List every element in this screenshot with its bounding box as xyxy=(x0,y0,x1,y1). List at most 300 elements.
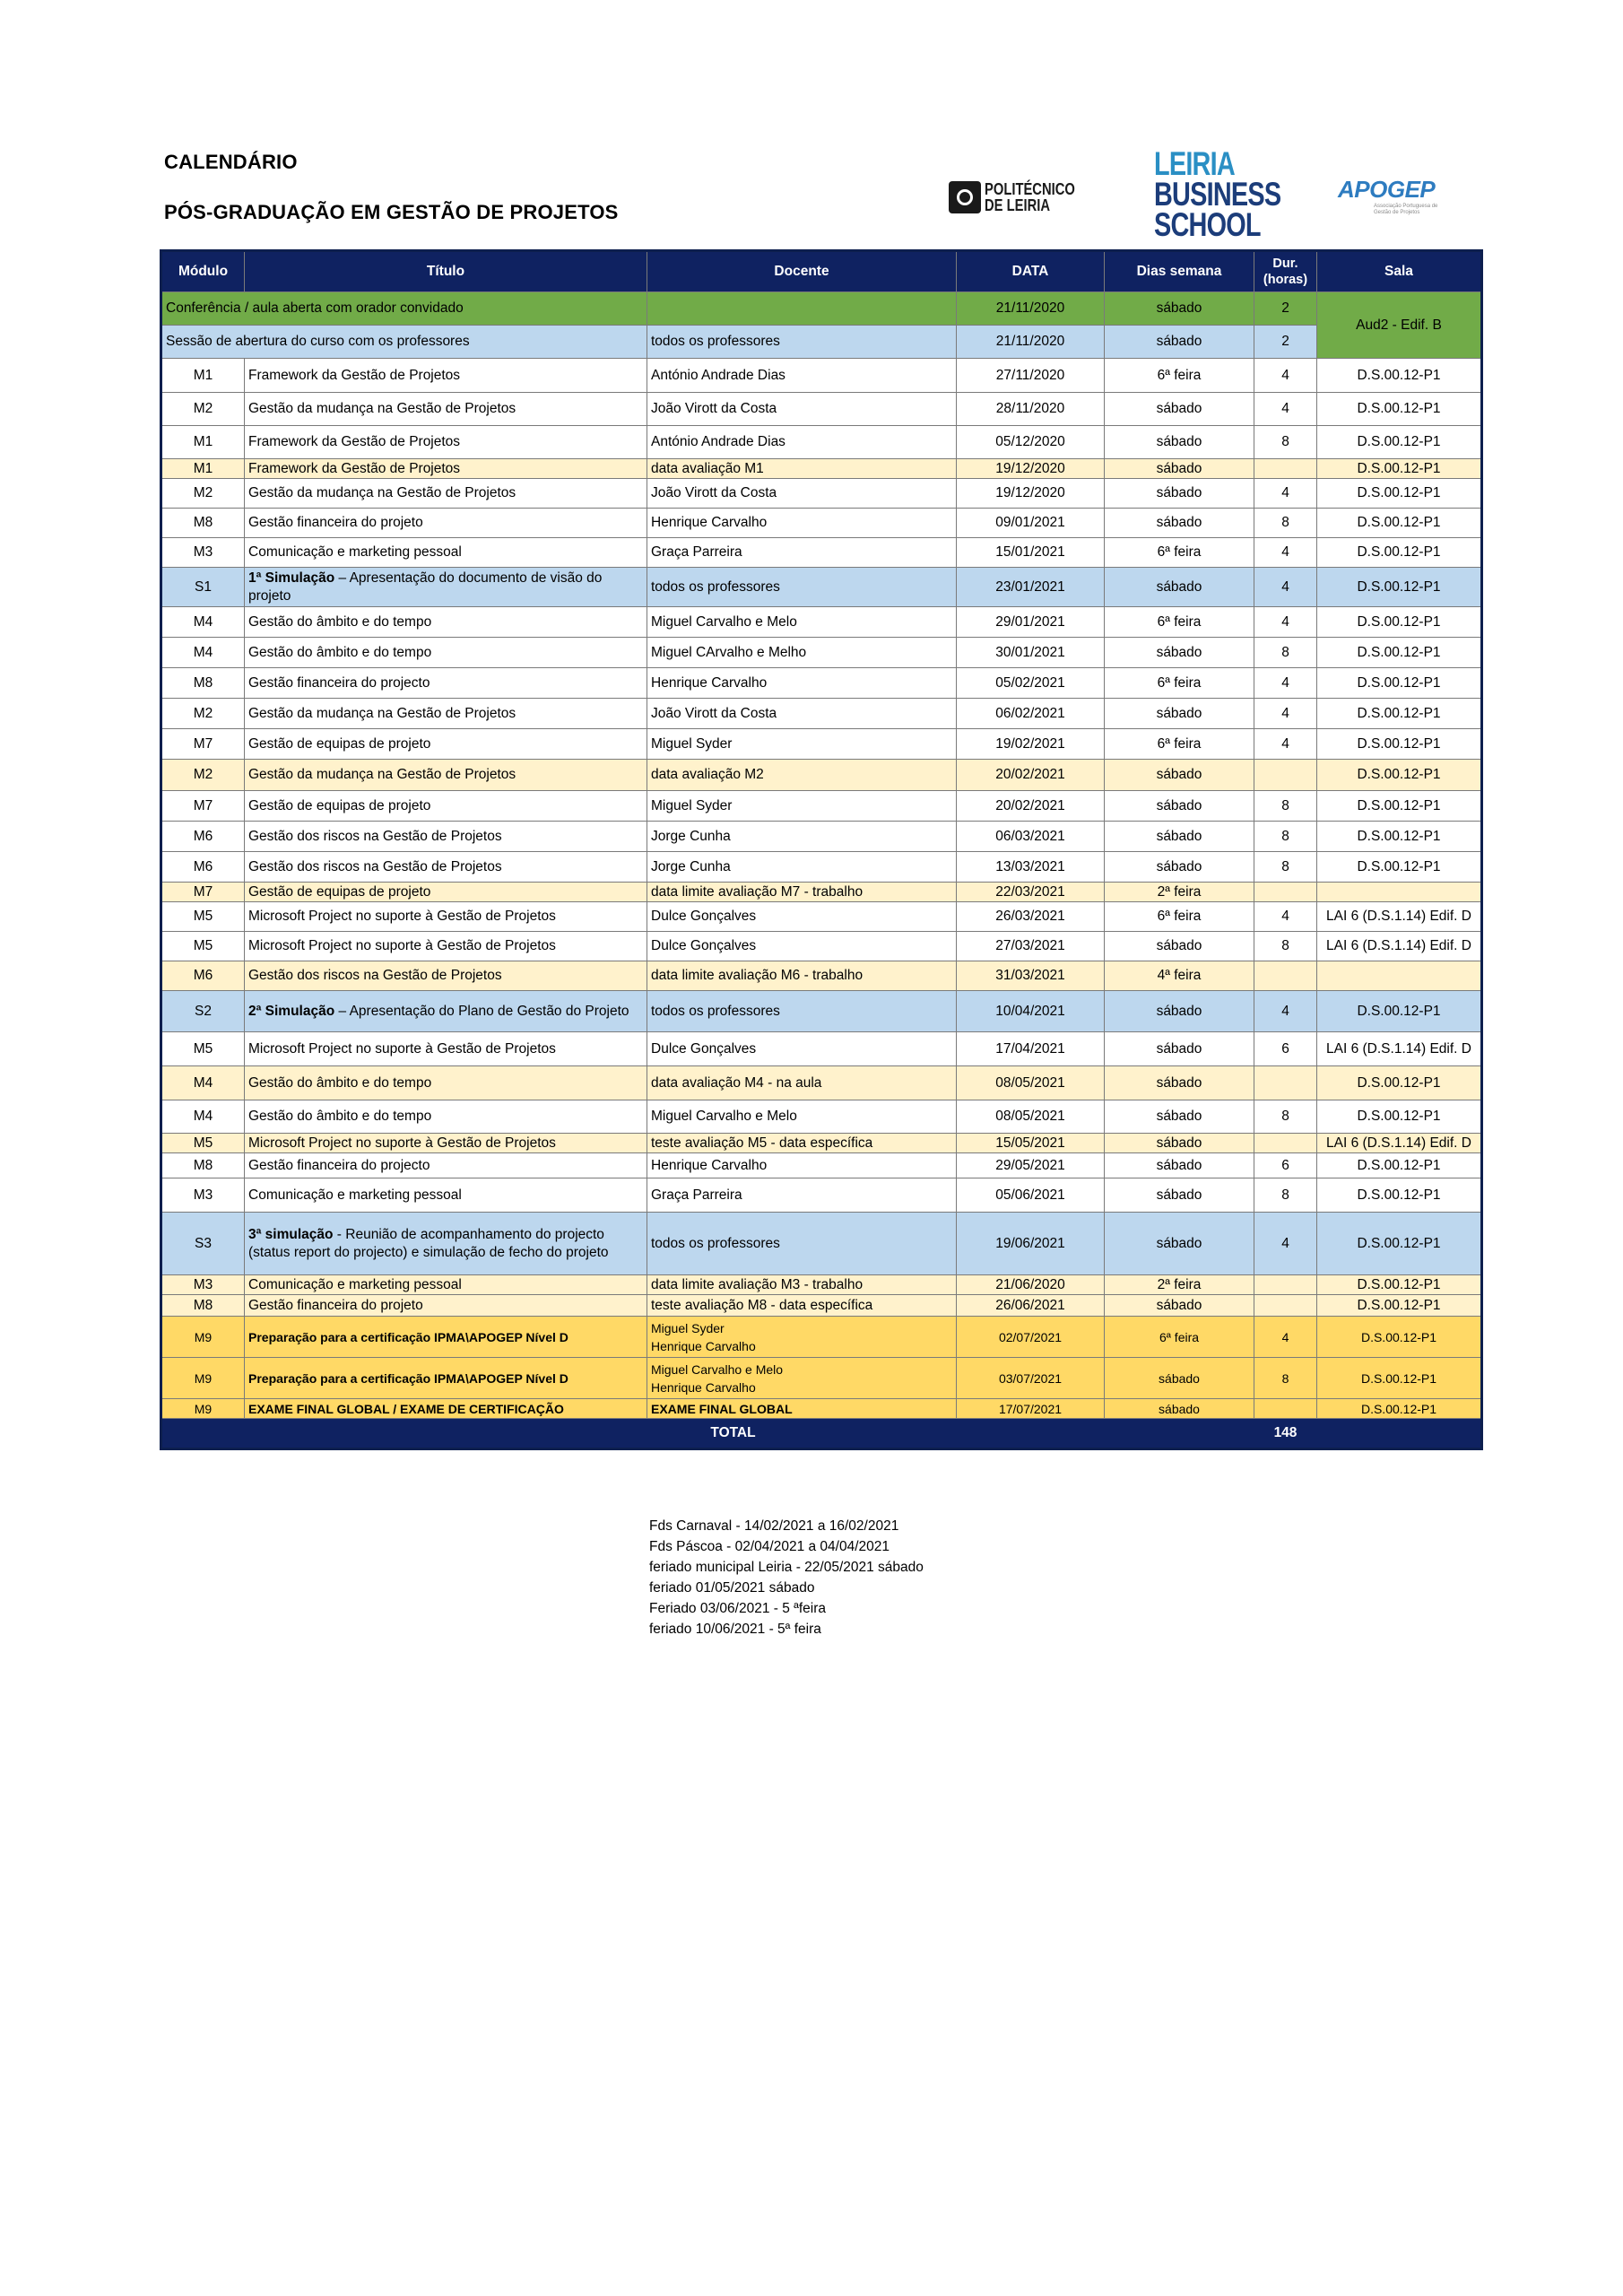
row-room: D.S.00.12-P1 xyxy=(1317,760,1482,791)
row-room: D.S.00.12-P1 xyxy=(1317,1153,1482,1178)
row-weekday: 2ª feira xyxy=(1105,883,1254,902)
row-module: M6 xyxy=(161,822,245,852)
row-title: Gestão dos riscos na Gestão de Projetos xyxy=(245,961,647,991)
row-room: D.S.00.12-P1 xyxy=(1317,852,1482,883)
row-module: M3 xyxy=(161,538,245,568)
note-line: Fds Carnaval - 14/02/2021 a 16/02/2021 xyxy=(649,1518,899,1534)
row-weekday: sábado xyxy=(1105,699,1254,729)
row-date: 17/04/2021 xyxy=(957,1032,1105,1066)
row-docente: António Andrade Dias xyxy=(647,359,957,393)
row-module: M8 xyxy=(161,668,245,699)
row-module: M8 xyxy=(161,1153,245,1178)
row-duration: 4 xyxy=(1254,902,1317,932)
row-date: 22/03/2021 xyxy=(957,883,1105,902)
row-room: D.S.00.12-P1 xyxy=(1317,1213,1482,1275)
row-docente: Miguel CArvalho e Melho xyxy=(647,638,957,668)
table-row xyxy=(161,822,1482,852)
row-weekday: sábado xyxy=(1105,292,1254,326)
row-module: M2 xyxy=(161,393,245,426)
row-date: 26/06/2021 xyxy=(957,1295,1105,1317)
row-title: Gestão da mudança na Gestão de Projetos xyxy=(245,479,647,509)
row-title: Comunicação e marketing pessoal xyxy=(245,1275,647,1295)
row-duration: 4 xyxy=(1254,699,1317,729)
row-weekday: sábado xyxy=(1105,1213,1254,1275)
row-date: 27/11/2020 xyxy=(957,359,1105,393)
row-docente: Dulce Gonçalves xyxy=(647,932,957,961)
row-weekday: 6ª feira xyxy=(1105,729,1254,760)
table-row xyxy=(161,1399,1482,1419)
row-weekday: 6ª feira xyxy=(1105,359,1254,393)
row-weekday: 6ª feira xyxy=(1105,1317,1254,1358)
row-module: S1 xyxy=(161,568,245,607)
table-row xyxy=(161,1066,1482,1100)
row-duration: 4 xyxy=(1254,729,1317,760)
table-row xyxy=(161,326,1482,359)
row-title: Microsoft Project no suporte à Gestão de Projetos xyxy=(245,902,647,932)
table-row xyxy=(161,538,1482,568)
row-title: Gestão do âmbito e do tempo xyxy=(245,1066,647,1100)
row-title: Framework da Gestão de Projetos xyxy=(245,359,647,393)
leiria-business-school-logo: LEIRIA BUSINESS SCHOOL xyxy=(1154,145,1281,243)
row-title: Gestão financeira do projeto xyxy=(245,1295,647,1317)
row-module: M5 xyxy=(161,902,245,932)
row-docente: teste avaliação M8 - data específica xyxy=(647,1295,957,1317)
row-room: D.S.00.12-P1 xyxy=(1317,509,1482,538)
row-title: Framework da Gestão de Projetos xyxy=(245,459,647,479)
row-room: D.S.00.12-P1 xyxy=(1317,822,1482,852)
row-docente: todos os professores xyxy=(647,326,957,359)
row-title: Gestão dos riscos na Gestão de Projetos xyxy=(245,852,647,883)
row-room xyxy=(1317,961,1482,991)
row-docente: data avaliação M2 xyxy=(647,760,957,791)
row-date: 20/02/2021 xyxy=(957,760,1105,791)
row-room: D.S.00.12-P1 xyxy=(1317,393,1482,426)
table-row xyxy=(161,961,1482,991)
row-weekday: sábado xyxy=(1105,393,1254,426)
row-duration xyxy=(1254,459,1317,479)
row-module: M4 xyxy=(161,638,245,668)
row-duration: 8 xyxy=(1254,1178,1317,1213)
row-docente: todos os professores xyxy=(647,568,957,607)
row-title: Microsoft Project no suporte à Gestão de Projetos xyxy=(245,1032,647,1066)
table-row xyxy=(161,1134,1482,1153)
row-weekday: sábado xyxy=(1105,638,1254,668)
row-weekday: 2ª feira xyxy=(1105,1275,1254,1295)
row-duration: 4 xyxy=(1254,538,1317,568)
row-date: 21/11/2020 xyxy=(957,292,1105,326)
row-docente: Graça Parreira xyxy=(647,1178,957,1213)
row-title: Comunicação e marketing pessoal xyxy=(245,1178,647,1213)
row-module: M5 xyxy=(161,1032,245,1066)
row-module: M8 xyxy=(161,509,245,538)
row-title: Gestão do âmbito e do tempo xyxy=(245,607,647,638)
row-title: Gestão do âmbito e do tempo xyxy=(245,638,647,668)
row-docente: Miguel Syder xyxy=(647,729,957,760)
row-date: 06/02/2021 xyxy=(957,699,1105,729)
table-row xyxy=(161,1178,1482,1213)
row-weekday: 4ª feira xyxy=(1105,961,1254,991)
row-duration: 6 xyxy=(1254,1032,1317,1066)
table-row xyxy=(161,1032,1482,1066)
row-duration: 8 xyxy=(1254,932,1317,961)
row-duration: 8 xyxy=(1254,1358,1317,1399)
col-header-data: DATA xyxy=(957,251,1105,292)
row-duration: 8 xyxy=(1254,638,1317,668)
row-docente: Graça Parreira xyxy=(647,538,957,568)
table-row xyxy=(161,1358,1482,1399)
note-line: feriado 10/06/2021 - 5ª feira xyxy=(649,1622,821,1637)
row-module: M4 xyxy=(161,1100,245,1134)
row-weekday: sábado xyxy=(1105,479,1254,509)
row-room: D.S.00.12-P1 xyxy=(1317,991,1482,1032)
row-duration: 2 xyxy=(1254,326,1317,359)
row-title: 2ª Simulação – Apresentação do Plano de Gestão do Projeto xyxy=(245,991,647,1032)
row-date: 03/07/2021 xyxy=(957,1358,1105,1399)
row-room: D.S.00.12-P1 xyxy=(1317,791,1482,822)
row-title: Preparação para a certificação IPMA\APOGEP Nível D xyxy=(245,1358,647,1399)
row-title: Microsoft Project no suporte à Gestão de Projetos xyxy=(245,932,647,961)
row-title: Gestão do âmbito e do tempo xyxy=(245,1100,647,1134)
row-room: LAI 6 (D.S.1.14) Edif. D xyxy=(1317,1134,1482,1153)
row-module: M3 xyxy=(161,1178,245,1213)
row-docente: Jorge Cunha xyxy=(647,822,957,852)
row-date: 05/12/2020 xyxy=(957,426,1105,459)
table-row xyxy=(161,883,1482,902)
row-docente: data avaliação M4 - na aula xyxy=(647,1066,957,1100)
row-docente: Miguel Carvalho e Melo Henrique Carvalho xyxy=(647,1358,957,1399)
table-header-row xyxy=(161,251,1482,292)
row-docente: Dulce Gonçalves xyxy=(647,902,957,932)
row-date: 26/03/2021 xyxy=(957,902,1105,932)
row-room: D.S.00.12-P1 xyxy=(1317,638,1482,668)
row-duration xyxy=(1254,883,1317,902)
row-module: M4 xyxy=(161,607,245,638)
row-duration: 6 xyxy=(1254,1153,1317,1178)
row-weekday: sábado xyxy=(1105,459,1254,479)
row-docente: Henrique Carvalho xyxy=(647,668,957,699)
row-docente: Miguel Syder xyxy=(647,791,957,822)
row-docente: Miguel Syder Henrique Carvalho xyxy=(647,1317,957,1358)
row-room: LAI 6 (D.S.1.14) Edif. D xyxy=(1317,1032,1482,1066)
row-title: Conferência / aula aberta com orador convidado xyxy=(161,292,647,326)
row-duration: 4 xyxy=(1254,568,1317,607)
row-date: 19/12/2020 xyxy=(957,459,1105,479)
row-room: D.S.00.12-P1 xyxy=(1317,1317,1482,1358)
note-line: feriado 01/05/2021 sábado xyxy=(649,1580,815,1596)
row-date: 29/05/2021 xyxy=(957,1153,1105,1178)
table-row xyxy=(161,699,1482,729)
row-module: M2 xyxy=(161,699,245,729)
row-date: 05/06/2021 xyxy=(957,1178,1105,1213)
col-header-docente: Docente xyxy=(647,251,957,292)
note-line: Feriado 03/06/2021 - 5 ªfeira xyxy=(649,1601,827,1616)
row-date: 21/06/2020 xyxy=(957,1275,1105,1295)
col-header-titulo: Título xyxy=(245,251,647,292)
total-row xyxy=(161,1419,1482,1449)
row-duration: 4 xyxy=(1254,359,1317,393)
row-date: 05/02/2021 xyxy=(957,668,1105,699)
row-date: 15/01/2021 xyxy=(957,538,1105,568)
row-room: D.S.00.12-P1 xyxy=(1317,479,1482,509)
row-duration: 4 xyxy=(1254,1317,1317,1358)
row-weekday: sábado xyxy=(1105,426,1254,459)
row-docente: João Virott da Costa xyxy=(647,479,957,509)
row-room: D.S.00.12-P1 xyxy=(1317,699,1482,729)
row-module: M1 xyxy=(161,359,245,393)
col-header-dur: Dur. (horas) xyxy=(1254,251,1317,292)
row-duration: 4 xyxy=(1254,393,1317,426)
row-date: 17/07/2021 xyxy=(957,1399,1105,1419)
row-docente: Dulce Gonçalves xyxy=(647,1032,957,1066)
row-date: 09/01/2021 xyxy=(957,509,1105,538)
row-weekday: sábado xyxy=(1105,1295,1254,1317)
row-weekday: sábado xyxy=(1105,932,1254,961)
row-room: D.S.00.12-P1 xyxy=(1317,459,1482,479)
table-row xyxy=(161,509,1482,538)
row-duration xyxy=(1254,1066,1317,1100)
row-weekday: sábado xyxy=(1105,568,1254,607)
row-title: Microsoft Project no suporte à Gestão de Projetos xyxy=(245,1134,647,1153)
table-row xyxy=(161,459,1482,479)
row-duration xyxy=(1254,1134,1317,1153)
table-row xyxy=(161,1295,1482,1317)
row-room: D.S.00.12-P1 xyxy=(1317,359,1482,393)
row-date: 19/06/2021 xyxy=(957,1213,1105,1275)
row-title: EXAME FINAL GLOBAL / EXAME DE CERTIFICAÇÃO xyxy=(245,1399,647,1419)
row-module: M2 xyxy=(161,760,245,791)
row-title: Gestão da mudança na Gestão de Projetos xyxy=(245,393,647,426)
row-room: D.S.00.12-P1 xyxy=(1317,668,1482,699)
row-date: 06/03/2021 xyxy=(957,822,1105,852)
row-room: LAI 6 (D.S.1.14) Edif. D xyxy=(1317,932,1482,961)
row-title: Gestão dos riscos na Gestão de Projetos xyxy=(245,822,647,852)
row-title: Gestão da mudança na Gestão de Projetos xyxy=(245,760,647,791)
row-title: Preparação para a certificação IPMA\APOGEP Nível D xyxy=(245,1317,647,1358)
row-title: Gestão financeira do projecto xyxy=(245,668,647,699)
holiday-notes xyxy=(649,1516,924,1639)
row-title: Gestão de equipas de projeto xyxy=(245,729,647,760)
row-weekday: sábado xyxy=(1105,1153,1254,1178)
row-docente: António Andrade Dias xyxy=(647,426,957,459)
row-title: Sessão de abertura do curso com os professores xyxy=(161,326,647,359)
row-weekday: sábado xyxy=(1105,852,1254,883)
page-subtitle: PÓS-GRADUAÇÃO EM GESTÃO DE PROJETOS xyxy=(164,201,619,223)
row-date: 23/01/2021 xyxy=(957,568,1105,607)
row-weekday: sábado xyxy=(1105,1178,1254,1213)
table-row xyxy=(161,359,1482,393)
table-row xyxy=(161,568,1482,607)
row-title: Gestão financeira do projecto xyxy=(245,1153,647,1178)
col-header-modulo: Módulo xyxy=(161,251,245,292)
row-weekday: sábado xyxy=(1105,326,1254,359)
row-module: M1 xyxy=(161,426,245,459)
row-duration: 8 xyxy=(1254,509,1317,538)
row-docente: data limite avaliação M3 - trabalho xyxy=(647,1275,957,1295)
table-row xyxy=(161,852,1482,883)
row-weekday: sábado xyxy=(1105,1100,1254,1134)
table-row xyxy=(161,393,1482,426)
row-module: M2 xyxy=(161,479,245,509)
row-room: D.S.00.12-P1 xyxy=(1317,1358,1482,1399)
row-room: LAI 6 (D.S.1.14) Edif. D xyxy=(1317,902,1482,932)
row-room: D.S.00.12-P1 xyxy=(1317,568,1482,607)
row-title: Gestão da mudança na Gestão de Projetos xyxy=(245,699,647,729)
row-docente: todos os professores xyxy=(647,1213,957,1275)
row-date: 13/03/2021 xyxy=(957,852,1105,883)
row-duration: 4 xyxy=(1254,668,1317,699)
row-room: D.S.00.12-P1 xyxy=(1317,538,1482,568)
row-module: M7 xyxy=(161,791,245,822)
row-docente: teste avaliação M5 - data específica xyxy=(647,1134,957,1153)
table-row xyxy=(161,479,1482,509)
row-duration xyxy=(1254,760,1317,791)
calendar-table xyxy=(160,249,1483,1450)
row-docente: EXAME FINAL GLOBAL xyxy=(647,1399,957,1419)
row-date: 10/04/2021 xyxy=(957,991,1105,1032)
table-row xyxy=(161,1213,1482,1275)
row-date: 15/05/2021 xyxy=(957,1134,1105,1153)
table-row xyxy=(161,607,1482,638)
row-duration: 8 xyxy=(1254,426,1317,459)
row-module: M1 xyxy=(161,459,245,479)
col-header-dias: Dias semana xyxy=(1105,251,1254,292)
row-weekday: 6ª feira xyxy=(1105,902,1254,932)
row-weekday: sábado xyxy=(1105,760,1254,791)
table-row xyxy=(161,729,1482,760)
table-row xyxy=(161,1153,1482,1178)
table-row xyxy=(161,991,1482,1032)
row-docente: data limite avaliação M6 - trabalho xyxy=(647,961,957,991)
row-module: M7 xyxy=(161,883,245,902)
row-module: S3 xyxy=(161,1213,245,1275)
row-date: 31/03/2021 xyxy=(957,961,1105,991)
row-docente: João Virott da Costa xyxy=(647,699,957,729)
row-docente: Jorge Cunha xyxy=(647,852,957,883)
row-date: 27/03/2021 xyxy=(957,932,1105,961)
row-room: D.S.00.12-P1 xyxy=(1317,607,1482,638)
row-title: Gestão de equipas de projeto xyxy=(245,791,647,822)
table-row xyxy=(161,668,1482,699)
politecnico-leiria-logo: POLITÉCNICO DE LEIRIA xyxy=(949,178,1095,217)
row-title: Gestão de equipas de projeto xyxy=(245,883,647,902)
row-docente: Miguel Carvalho e Melo xyxy=(647,607,957,638)
row-room: Aud2 - Edif. B xyxy=(1317,292,1482,359)
row-weekday: 6ª feira xyxy=(1105,607,1254,638)
row-module: M9 xyxy=(161,1399,245,1419)
note-line: feriado municipal Leiria - 22/05/2021 sábado xyxy=(649,1560,924,1575)
row-docente: Henrique Carvalho xyxy=(647,1153,957,1178)
row-duration: 8 xyxy=(1254,1100,1317,1134)
politecnico-logo-icon xyxy=(949,181,981,213)
row-duration xyxy=(1254,961,1317,991)
row-duration: 4 xyxy=(1254,991,1317,1032)
row-title: Framework da Gestão de Projetos xyxy=(245,426,647,459)
row-docente xyxy=(647,292,957,326)
row-docente: data avaliação M1 xyxy=(647,459,957,479)
table-row xyxy=(161,1100,1482,1134)
row-title: 1ª Simulação – Apresentação do documento de visão do projeto xyxy=(245,568,647,607)
row-room: D.S.00.12-P1 xyxy=(1317,1295,1482,1317)
row-duration: 8 xyxy=(1254,791,1317,822)
row-room: D.S.00.12-P1 xyxy=(1317,1100,1482,1134)
row-module: S2 xyxy=(161,991,245,1032)
row-module: M6 xyxy=(161,852,245,883)
row-duration: 2 xyxy=(1254,292,1317,326)
row-weekday: sábado xyxy=(1105,1066,1254,1100)
table-row xyxy=(161,426,1482,459)
row-room: D.S.00.12-P1 xyxy=(1317,1275,1482,1295)
table-row xyxy=(161,1317,1482,1358)
row-weekday: 6ª feira xyxy=(1105,538,1254,568)
row-date: 30/01/2021 xyxy=(957,638,1105,668)
row-weekday: sábado xyxy=(1105,1134,1254,1153)
row-weekday: sábado xyxy=(1105,1358,1254,1399)
row-module: M3 xyxy=(161,1275,245,1295)
page-title: CALENDÁRIO xyxy=(164,151,298,173)
row-module: M9 xyxy=(161,1358,245,1399)
row-room xyxy=(1317,883,1482,902)
row-weekday: 6ª feira xyxy=(1105,668,1254,699)
total-value: 148 xyxy=(1254,1419,1317,1449)
table-row xyxy=(161,1275,1482,1295)
row-module: M5 xyxy=(161,1134,245,1153)
row-weekday: sábado xyxy=(1105,1399,1254,1419)
row-duration: 4 xyxy=(1254,1213,1317,1275)
row-weekday: sábado xyxy=(1105,791,1254,822)
row-duration: 4 xyxy=(1254,607,1317,638)
table-row xyxy=(161,932,1482,961)
row-date: 08/05/2021 xyxy=(957,1066,1105,1100)
row-duration xyxy=(1254,1399,1317,1419)
row-room: D.S.00.12-P1 xyxy=(1317,729,1482,760)
table-row xyxy=(161,902,1482,932)
row-duration: 8 xyxy=(1254,852,1317,883)
row-date: 20/02/2021 xyxy=(957,791,1105,822)
table-row xyxy=(161,791,1482,822)
row-module: M8 xyxy=(161,1295,245,1317)
row-weekday: sábado xyxy=(1105,1032,1254,1066)
row-date: 19/12/2020 xyxy=(957,479,1105,509)
row-docente: Miguel Carvalho e Melo xyxy=(647,1100,957,1134)
row-room: D.S.00.12-P1 xyxy=(1317,1178,1482,1213)
note-line: Fds Páscoa - 02/04/2021 a 04/04/2021 xyxy=(649,1539,890,1554)
row-weekday: sábado xyxy=(1105,991,1254,1032)
table-row xyxy=(161,760,1482,791)
row-room: D.S.00.12-P1 xyxy=(1317,1399,1482,1419)
row-docente: data limite avaliação M7 - trabalho xyxy=(647,883,957,902)
row-date: 02/07/2021 xyxy=(957,1317,1105,1358)
total-label: TOTAL xyxy=(245,1419,957,1449)
row-room: D.S.00.12-P1 xyxy=(1317,426,1482,459)
row-date: 21/11/2020 xyxy=(957,326,1105,359)
row-weekday: sábado xyxy=(1105,822,1254,852)
row-duration xyxy=(1254,1295,1317,1317)
row-module: M5 xyxy=(161,932,245,961)
row-date: 19/02/2021 xyxy=(957,729,1105,760)
row-title: Gestão financeira do projeto xyxy=(245,509,647,538)
col-header-sala: Sala xyxy=(1317,251,1482,292)
row-weekday: sábado xyxy=(1105,509,1254,538)
row-duration: 8 xyxy=(1254,822,1317,852)
row-module: M6 xyxy=(161,961,245,991)
table-row xyxy=(161,292,1482,326)
row-docente: todos os professores xyxy=(647,991,957,1032)
row-date: 08/05/2021 xyxy=(957,1100,1105,1134)
row-room: D.S.00.12-P1 xyxy=(1317,1066,1482,1100)
row-date: 28/11/2020 xyxy=(957,393,1105,426)
row-module: M9 xyxy=(161,1317,245,1358)
row-duration xyxy=(1254,1275,1317,1295)
